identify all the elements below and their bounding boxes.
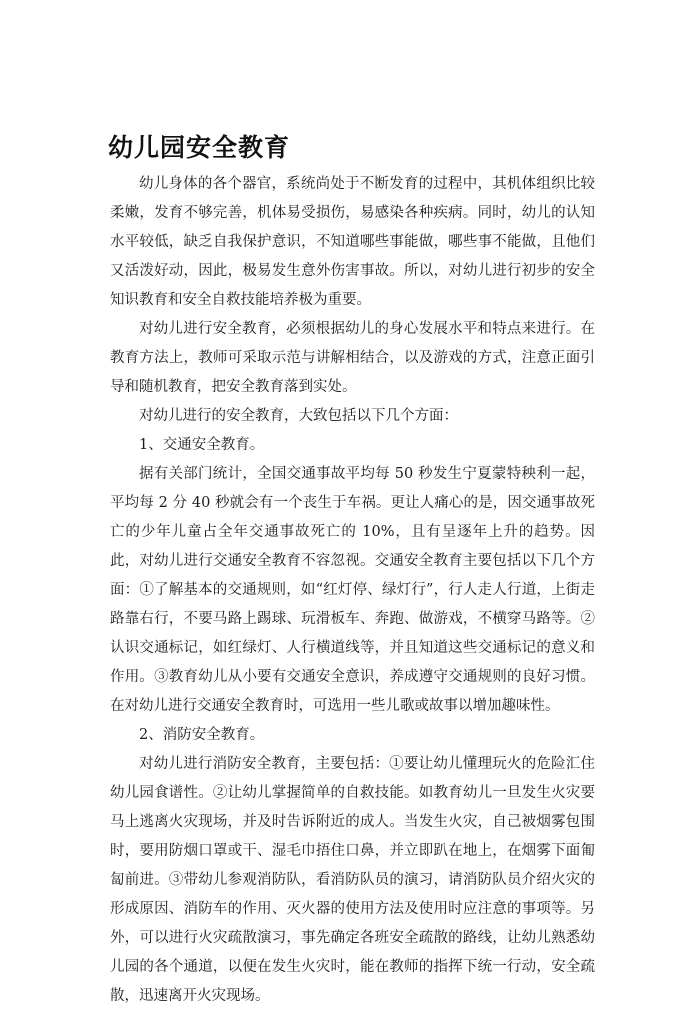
- paragraph-approach: 对幼儿进行安全教育，必须根据幼儿的身心发展水平和特点来进行。在教育方法上，教师可采取示范与讲解相结合，以及游戏的方式，注意正面引导和随机教育，把安全教育落到实处。: [110, 321, 595, 395]
- section-heading-traffic: 1、交通安全教育。: [139, 437, 265, 453]
- section-heading-fire: 2、消防安全教育。: [139, 727, 265, 743]
- paragraph-fire: 对幼儿进行消防安全教育，主要包括：①要让幼儿懂理玩火的危险汇住幼儿园食谱性。②让幼儿掌握简单的自救技能。如教育幼儿一旦发生火灾要马上逃离火灾现场，并及时告诉附近的成人。当发生火灾，自己被烟雾包围时，要用防烟口罩或干、湿毛巾捂住口鼻，并立即趴在地上，在烟雾下面匍匐前进。③带幼儿参观消防队，看消防队员的演习，请消防队员介绍火灾的形成原因、消防车的作用、灭火器的使用方法及使用时应注意的事项等。另外，可以进行火灾疏散演习，事先确定各班安全疏散的路线，让幼儿熟悉幼儿园的各个通道，以便在发生火灾时，能在教师的指挥下统一行动，安全疏散，迅速离开火灾现场。: [110, 756, 595, 1004]
- paragraph-intro: 幼儿身体的各个器官，系统尚处于不断发育的过程中，其机体组织比较柔嫩，发育不够完善，机体易受损伤，易感染各种疾病。同时，幼儿的认知水平较低，缺乏自我保护意识，不知道哪些事能做，哪些事不能做，且他们又活泼好动，因此，极易发生意外伤害事故。所以，对幼儿进行初步的安全知识教育和安全自救技能培养极为重要。: [110, 176, 595, 308]
- document-body: [110, 170, 595, 1011]
- paragraph-overview: 对幼儿进行的安全教育，大致包括以下几个方面：: [139, 408, 458, 424]
- paragraph-traffic: 据有关部门统计，全国交通事故平均每 50 秒发生宁夏蒙特秧利一起，平均每 2 分 40 秒就会有一个丧生于车祸。更让人痛心的是，因交通事故死亡的少年儿童占全年交通事故死亡的 10%，且有呈逐年上升的趋势。因此，对幼儿进行交通安全教育不容忽视。交通安全教育主要包括以下几个方面：①了解基本的交通规则，如“红灯停、绿灯行”，行人走人行道，上街走路靠右行，不要马路上踢球、玩滑板车、奔跑、做游戏，不横穿马路等。②认识交通标记，如红绿灯、人行横道线等，并且知道这些交通标记的意义和作用。③教育幼儿从小要有交通安全意识，养成遵守交通规则的良好习惯。在对幼儿进行交通安全教育时，可选用一些儿歌或故事以增加趣味性。: [110, 466, 595, 714]
- page-title: 幼儿园安全教育: [108, 133, 291, 162]
